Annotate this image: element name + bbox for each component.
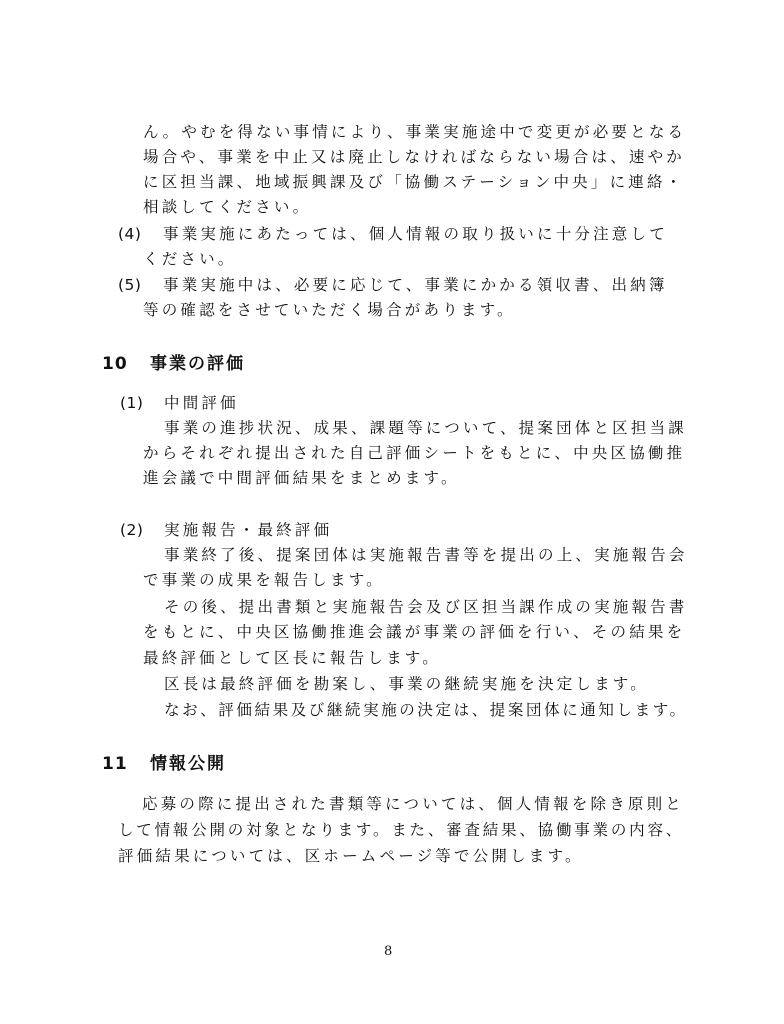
- paragraph-line: 区長は最終評価を勘案し、事業の継続実施を決定します。: [164, 675, 649, 693]
- page-number: 8: [384, 944, 393, 959]
- section-number: 10: [102, 354, 128, 374]
- item-number: (4): [118, 225, 142, 243]
- item-number: (5): [118, 276, 142, 294]
- subsection-number: (1): [120, 394, 144, 412]
- subsection-title: 中間評価: [164, 394, 239, 412]
- item-line: 事業実施にあたっては、個人情報の取り扱いに十分注意して: [163, 225, 668, 243]
- section-heading: [102, 353, 245, 375]
- paragraph-line: 進会議で中間評価結果をまとめます。: [143, 469, 460, 487]
- paragraph-line: 応募の際に提出された書類等については、個人情報を除き原則と: [142, 795, 684, 813]
- item-line: ください。: [143, 250, 237, 268]
- section-heading: [102, 753, 226, 775]
- paragraph-line: 相談してください。: [143, 198, 312, 216]
- subsection-title: 実施報告・最終評価: [164, 521, 333, 539]
- paragraph-line: に区担当課、地域振興課及び「協働ステーション中央」に連絡・: [143, 173, 685, 191]
- paragraph-line: その後、提出書類と実施報告会及び区担当課作成の実施報告書: [164, 598, 688, 616]
- section-number: 11: [102, 754, 128, 774]
- paragraph-line: 場合や、事業を中止又は廃止しなければならない場合は、速やか: [143, 148, 685, 166]
- paragraph-line: なお、評価結果及び継続実施の決定は、提案団体に通知します。: [164, 701, 688, 719]
- subsection-number: (2): [120, 521, 144, 539]
- paragraph-line: して情報公開の対象となります。また、審査結果、協働事業の内容、: [118, 821, 685, 839]
- paragraph-line: 評価結果については、区ホームページ等で公開します。: [118, 847, 584, 865]
- paragraph-line: 最終評価として区長に報告します。: [143, 649, 441, 667]
- paragraph-line: 事業の進捗状況、成果、課題等について、提案団体と区担当課: [164, 419, 687, 437]
- section-title: 情報公開: [150, 754, 226, 774]
- item-line: 等の確認をさせていただく場合があります。: [143, 301, 516, 319]
- paragraph-line: ん。やむを得ない事情により、事業実施途中で変更が必要となる: [143, 123, 687, 141]
- section-title: 事業の評価: [150, 354, 245, 374]
- paragraph-line: からそれぞれ提出された自己評価シートをもとに、中央区協働推: [143, 444, 686, 462]
- paragraph-line: 事業終了後、提案団体は実施報告書等を提出の上、実施報告会: [164, 546, 688, 564]
- paragraph-line: で事業の成果を報告します。: [143, 571, 385, 589]
- item-line: 事業実施中は、必要に応じて、事業にかかる領収書、出納簿: [163, 276, 668, 294]
- paragraph-line: をもとに、中央区協働推進会議が事業の評価を行い、その結果を: [143, 623, 686, 641]
